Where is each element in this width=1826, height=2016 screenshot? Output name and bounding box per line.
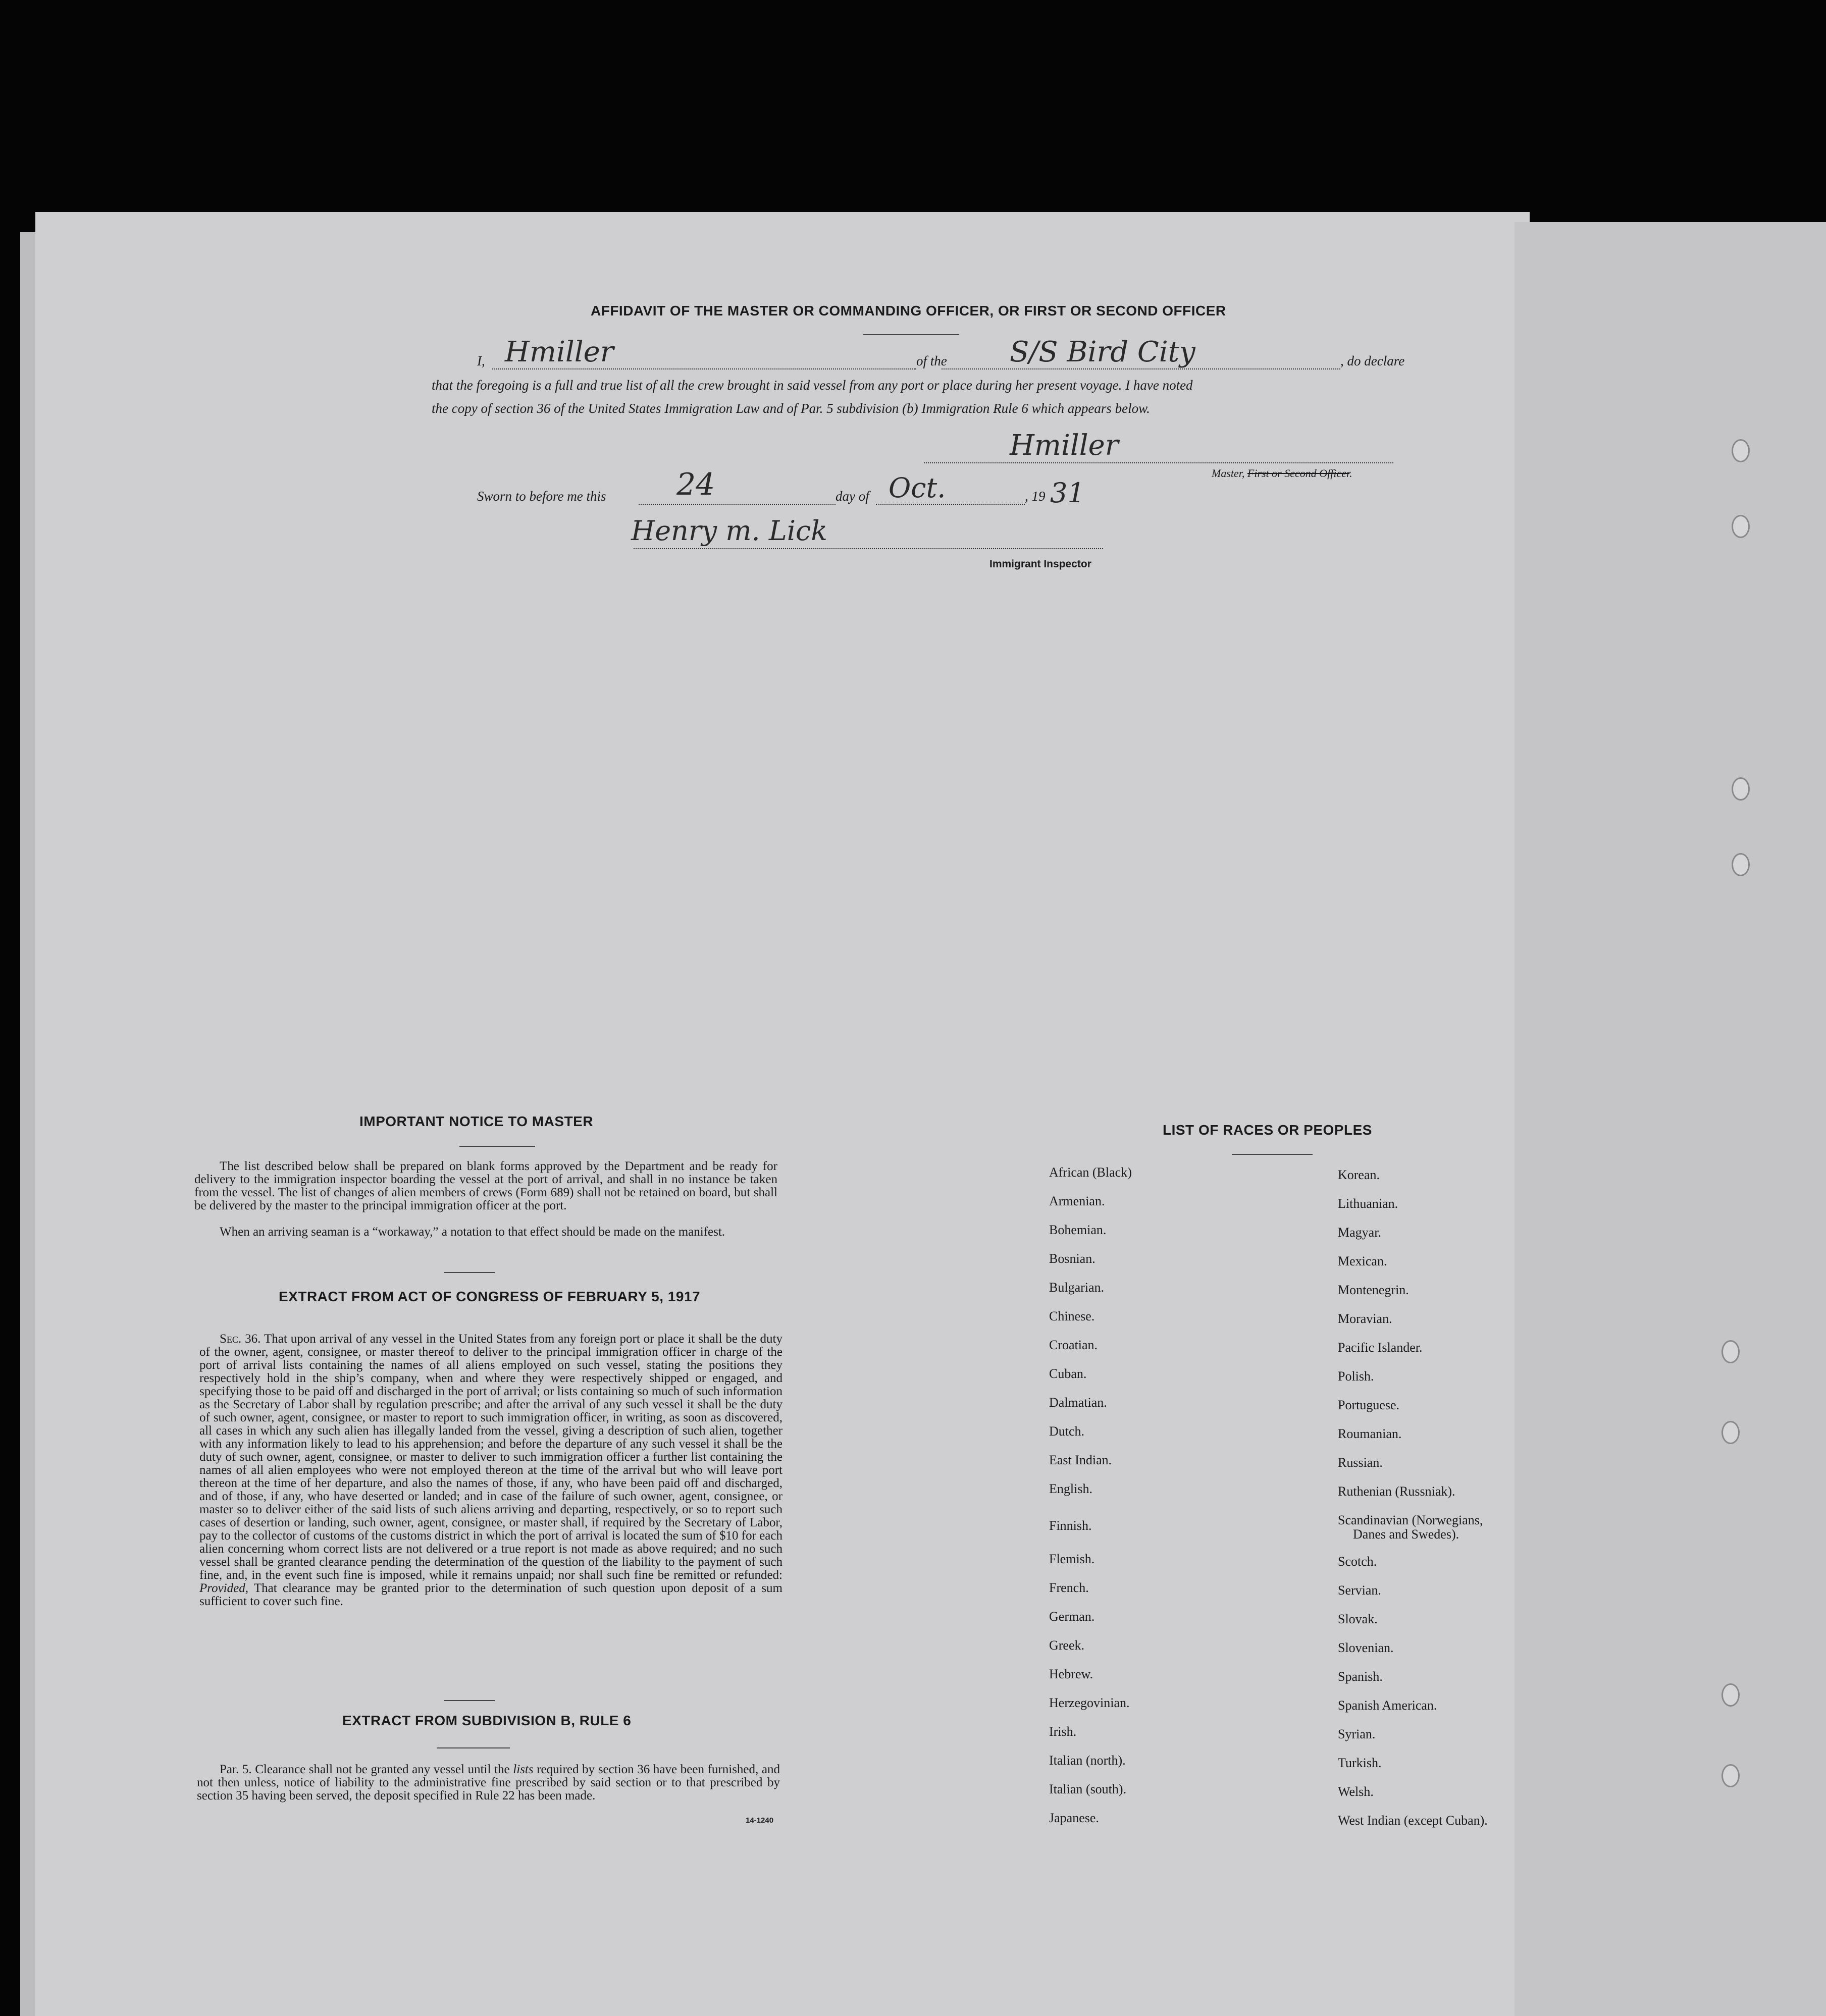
race-item: West Indian (except Cuban). bbox=[1338, 1813, 1488, 1828]
race-item: Scandinavian (Norwegians, bbox=[1338, 1513, 1483, 1527]
race-item: Turkish. bbox=[1338, 1756, 1382, 1770]
extract-act-title: EXTRACT FROM ACT OF CONGRESS OF FEBRUARY 5, 1917 bbox=[279, 1289, 701, 1304]
master-role-label bbox=[1212, 467, 1352, 480]
race-item: Italian (north). bbox=[1049, 1753, 1126, 1768]
race-item: Scotch. bbox=[1338, 1554, 1377, 1569]
race-item: Bohemian. bbox=[1049, 1223, 1107, 1237]
race-item: Finnish. bbox=[1049, 1518, 1092, 1533]
year-prefix: , 19 bbox=[1025, 489, 1046, 504]
notice-title: IMPORTANT NOTICE TO MASTER bbox=[359, 1113, 594, 1129]
section-36-text: That upon arrival of any vessel in the United States from any foreign port or place it shall be the duty of the owner, agent, consignee, or master thereof to deliver to the principal immigration officer in charge of the port of arrival lists containing the names of all aliens employed on such vessel, stating the positions they respectively hold in the ship’s company, when and where they were respectively shipped or engaged, and specifying those to be paid off and discharged in the port of arrival; or lists containing so much of such information as the Secretary of Labor shall by regulation prescribe; and after the arrival of any such vessel it shall be the duty of such owner, agent, consignee, or master to report to such immigration officer, in writing, as soon as discovered, all cases in which any such alien has illegally landed from the vessel, giving a description of such alien, together with any information likely to lead to his apprehension; and before the departure of any such vessel it shall be the duty of such owner, agent, consignee, or master to deliver to such immigration officer a further list containing the names of all alien employees who were not employed thereon at the time of the arrival but who will leave port thereon at the time of her departure, and also the names of those, if any, who have been paid off and discharged, and of those, if any, who have deserted or landed; and in case of the failure of such owner, agent, consignee, or master so to deliver either of the said lists of such aliens arriving and departing, respectively, or so to report such cases of desertion or landing, such owner, agent, consignee, or master shall, if required by the Secretary of Labor, pay to the collector of customs of the customs district in which the port of arrival is located the sum of $10 for each alien concerning whom correct lists are not delivered or a true report is not made as above required; and no such vessel shall be granted clearance pending the determination of the question of the liability to the payment of such fine, and, in the event such fine is imposed, while it remains unpaid; nor shall such fine be remitted or refunded: bbox=[199, 1332, 782, 1582]
day-of-label: day of bbox=[836, 489, 869, 504]
divider bbox=[437, 1747, 510, 1748]
binder-margin bbox=[1515, 222, 1826, 2016]
race-item: German. bbox=[1049, 1609, 1095, 1624]
binder-hole bbox=[1721, 1340, 1740, 1363]
race-item: Slovenian. bbox=[1338, 1640, 1394, 1655]
master-label: Master, bbox=[1212, 467, 1245, 480]
affidavit-line-2: that the foregoing is a full and true list of all the crew brought in said vessel from any port or place during her present voyage. I have noted bbox=[432, 378, 1193, 393]
race-item: Japanese. bbox=[1049, 1811, 1099, 1825]
signature-line bbox=[924, 444, 1393, 463]
race-item: Magyar. bbox=[1338, 1225, 1381, 1240]
affidavit-line-3: the copy of section 36 of the United States Immigration Law and of Par. 5 subdivision (b) Immigration Rule 6 which appears below. bbox=[432, 401, 1150, 416]
binder-hole bbox=[1732, 515, 1750, 538]
affidavit-title: AFFIDAVIT OF THE MASTER OR COMMANDING OFFICER, OR FIRST OR SECOND OFFICER bbox=[591, 303, 1226, 319]
struck-officer-label: First or Second Officer bbox=[1247, 467, 1350, 480]
race-item: Servian. bbox=[1338, 1583, 1381, 1598]
sworn-year: 31 bbox=[1050, 477, 1085, 509]
race-item: Ruthenian (Russniak). bbox=[1338, 1484, 1455, 1499]
master-name: Hmiller bbox=[505, 336, 614, 368]
sworn-month: Oct. bbox=[889, 472, 946, 504]
binder-hole bbox=[1721, 1421, 1740, 1444]
race-item-continuation: Danes and Swedes). bbox=[1353, 1527, 1459, 1542]
race-item: Greek. bbox=[1049, 1638, 1085, 1653]
race-item: Spanish. bbox=[1338, 1669, 1383, 1684]
race-item: Roumanian. bbox=[1338, 1426, 1402, 1441]
vessel-name: S/S Bird City bbox=[1010, 336, 1195, 368]
master-label-end: . bbox=[1349, 467, 1352, 480]
notice-paragraph-1: The list described below shall be prepared on blank forms approved by the Department and be ready for delivery to the immigration inspector boarding the vessel at the port of arrival, and shall in no instance be taken from the vessel. The list of changes of alien members of crews (Form 689) shall not be retained on board, but shall be delivered by the master to the principal immigration officer at the port. bbox=[194, 1159, 777, 1212]
binder-hole bbox=[1721, 1764, 1740, 1787]
race-item: Cuban. bbox=[1049, 1366, 1087, 1381]
race-item: Italian (south). bbox=[1049, 1782, 1127, 1796]
race-item: African (Black) bbox=[1049, 1165, 1132, 1180]
binder-hole bbox=[1732, 777, 1750, 801]
sworn-day: 24 bbox=[676, 467, 715, 502]
race-item: Spanish American. bbox=[1338, 1698, 1437, 1713]
rule-text-a: Par. 5. Clearance shall not be granted any vessel until the bbox=[220, 1763, 510, 1776]
race-item: Welsh. bbox=[1338, 1784, 1374, 1799]
race-item: Irish. bbox=[1049, 1724, 1077, 1739]
divider bbox=[1232, 1154, 1313, 1155]
master-signature: Hmiller bbox=[1010, 429, 1119, 462]
race-item: Portuguese. bbox=[1338, 1398, 1400, 1412]
extract-rule-title: EXTRACT FROM SUBDIVISION B, RULE 6 bbox=[342, 1713, 632, 1728]
race-item: Slovak. bbox=[1338, 1612, 1378, 1626]
proviso-text: That clearance may be granted prior to the determination of such question upon deposit of a sum sufficient to cover such fine. bbox=[199, 1581, 782, 1608]
divider bbox=[863, 334, 959, 335]
race-item: Flemish. bbox=[1049, 1552, 1095, 1566]
race-item: English. bbox=[1049, 1481, 1092, 1496]
race-item: Montenegrin. bbox=[1338, 1283, 1409, 1297]
race-item: Polish. bbox=[1338, 1369, 1374, 1384]
race-item: Hebrew. bbox=[1049, 1667, 1093, 1681]
form-number: 14-1240 bbox=[746, 1816, 774, 1825]
race-item: Bosnian. bbox=[1049, 1251, 1095, 1266]
race-item: Mexican. bbox=[1338, 1254, 1387, 1268]
sworn-prefix: Sworn to before me this bbox=[477, 489, 606, 504]
race-item: Russian. bbox=[1338, 1455, 1383, 1470]
extract-act-text bbox=[199, 1333, 782, 1608]
race-item: Pacific Islander. bbox=[1338, 1340, 1423, 1355]
race-item: Syrian. bbox=[1338, 1727, 1376, 1741]
race-item: Croatian. bbox=[1049, 1338, 1098, 1352]
sworn-day-line bbox=[639, 489, 836, 505]
divider bbox=[459, 1146, 535, 1147]
inspector-label: Immigrant Inspector bbox=[989, 558, 1091, 570]
race-item: Bulgarian. bbox=[1049, 1280, 1105, 1295]
race-item: French. bbox=[1049, 1580, 1089, 1595]
race-item: Lithuanian. bbox=[1338, 1196, 1398, 1211]
divider bbox=[444, 1700, 495, 1701]
divider bbox=[444, 1272, 495, 1273]
declarant-prefix: I, bbox=[477, 353, 485, 368]
of-the-label: of the bbox=[916, 353, 947, 368]
document-page bbox=[35, 212, 1530, 2016]
races-title: LIST OF RACES OR PEOPLES bbox=[1163, 1122, 1372, 1138]
race-item: East Indian. bbox=[1049, 1453, 1112, 1467]
race-item: Dutch. bbox=[1049, 1424, 1085, 1439]
race-item: Dalmatian. bbox=[1049, 1395, 1107, 1410]
race-item: Moravian. bbox=[1338, 1311, 1392, 1326]
binder-hole bbox=[1721, 1683, 1740, 1707]
inspector-signature: Henry m. Lick bbox=[631, 515, 827, 547]
rule-text-lists: lists bbox=[513, 1763, 534, 1776]
paper-edge bbox=[20, 232, 37, 2016]
binder-hole bbox=[1732, 439, 1750, 462]
binder-hole bbox=[1732, 853, 1750, 876]
race-item: Armenian. bbox=[1049, 1194, 1105, 1208]
proviso-label: Provided, bbox=[199, 1581, 248, 1595]
extract-rule-text bbox=[197, 1763, 780, 1802]
rule-text-b: required by section 36 have been furnished, and not then unless, notice of liability to the administrative fine prescribed by said section or to that prescribed by section 35 having been served, the deposit specified in Rule 22 has been made. bbox=[197, 1763, 780, 1802]
notice-paragraph-2: When an arriving seaman is a “workaway,” a notation to that effect should be made on the manifest. bbox=[220, 1225, 725, 1239]
do-declare-label: , do declare bbox=[1340, 353, 1405, 368]
race-item: Chinese. bbox=[1049, 1309, 1095, 1323]
race-item: Korean. bbox=[1338, 1168, 1380, 1182]
section-label: Sec. 36. bbox=[220, 1332, 261, 1346]
race-item: Herzegovinian. bbox=[1049, 1695, 1130, 1710]
